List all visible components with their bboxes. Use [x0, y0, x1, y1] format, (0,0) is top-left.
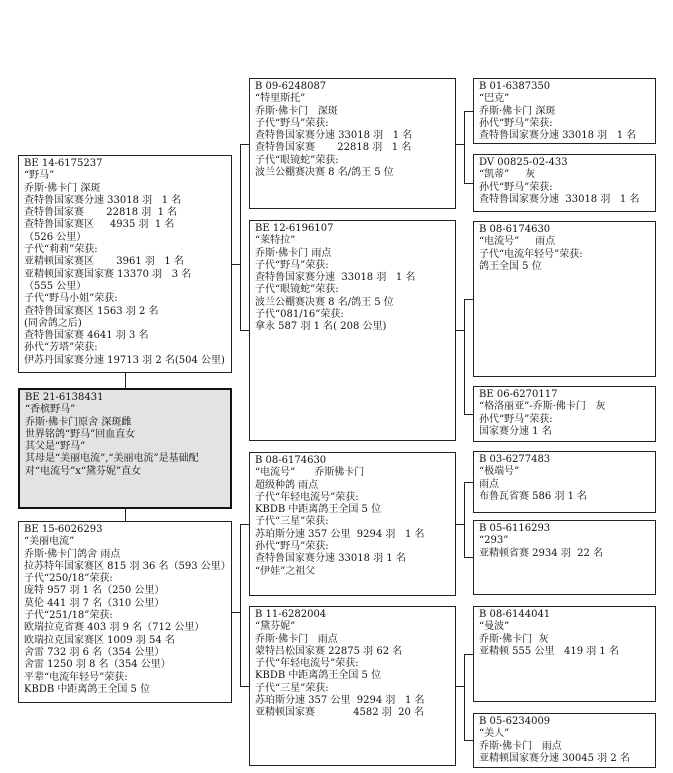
pedigree-dam — [18, 521, 232, 703]
pedigree-text-line: 乔斯·佛卡门原舍 深斑雌 — [25, 416, 132, 428]
pedigree-text-line: 查特鲁国家赛分速 33018 羽 1 名 — [255, 272, 416, 284]
pedigree-text-line: 蒙特吕松国家赛 22875 羽 62 名 — [255, 645, 403, 657]
pedigree-text-line: 亚精顿国家赛分速 30045 羽 2 名 — [479, 752, 630, 764]
pedigree-text-line: 其父是“野马” — [25, 441, 86, 453]
pedigree-text-line: 子代“三星”荣获: — [255, 516, 329, 528]
pigeon-name: “黛芬妮” — [255, 621, 296, 633]
pedigree-text-line: 孙代“芳塔”荣获: — [24, 342, 98, 354]
pedigree-text-line: 子代“年轻电流号”荣获: — [255, 491, 359, 503]
pedigree-text-line: 子代“年轻电流号”荣获: — [255, 658, 359, 670]
pedigree-text-line: 子代“251/18”荣获: — [24, 610, 113, 622]
connector-dd-stub — [456, 686, 464, 687]
pedigree-dam-dam-dam — [473, 713, 656, 768]
pedigree-text-line: 子代“250/18”荣获: — [24, 573, 113, 585]
ring-number: B 11-6282004 — [255, 609, 327, 620]
pigeon-name: “电流号” 雨点 — [479, 236, 556, 248]
pedigree-text-line: 庞特 957 羽 1 名（250 公里） — [24, 585, 165, 597]
pedigree-text-line: 乔斯·佛卡门 雨点 — [479, 740, 562, 752]
pedigree-sire-sire-sire — [473, 78, 656, 144]
connector-sd-stub — [456, 330, 464, 331]
pedigree-text-line: 世界铭鸽“野马”回血直女 — [25, 428, 136, 440]
pedigree-dam-sire-dam — [473, 520, 656, 595]
ring-number: BE 21-6138431 — [25, 392, 104, 403]
ring-number: B 08-6174630 — [479, 224, 551, 235]
pigeon-name: “香槟野马” — [25, 404, 76, 416]
ring-number: BE 14-6175237 — [24, 158, 103, 169]
pedigree-text-line: 亚精顿国家赛 4582 羽 20 名 — [255, 707, 425, 719]
ring-number: BE 15-6026293 — [24, 524, 103, 535]
pedigree-text-line: KBDB 中距离鸽王全国 5 位 — [255, 504, 382, 516]
pedigree-text-line: 亚精顿 555 公里 419 羽 1 名 — [479, 645, 619, 657]
connector-dd-to-dds — [464, 654, 473, 655]
pedigree-text-line: 国家赛分速 1 名 — [479, 425, 552, 437]
pigeon-name: “美丽电流” — [24, 536, 75, 548]
pedigree-sire-sire — [249, 78, 456, 209]
pedigree-text-line: 乔斯·佛卡门 深斑 — [479, 105, 556, 117]
pedigree-sire-dam-dam — [473, 386, 656, 442]
pedigree-text-line: 子代“眼镜蛇”荣获: — [255, 284, 339, 296]
pedigree-text-line: 查特鲁国家赛分速 33018 羽 1 名 — [255, 553, 406, 565]
pigeon-name: “电流号” 乔斯佛卡门 — [255, 467, 365, 479]
pedigree-text-line: 子代“野马”荣获: — [255, 259, 329, 271]
connector-ds-to-dss — [464, 482, 473, 483]
pedigree-text-line: 乔斯·佛卡门 雨点 — [255, 247, 332, 259]
pedigree-dam-sire-sire — [473, 451, 656, 513]
pedigree-text-line: 苏珀斯分速 357 公里 9294 羽 1 名 — [255, 528, 425, 540]
pedigree-text-line: 其母是“美丽电流”,“美丽电流”是基础配 — [25, 453, 199, 465]
pigeon-name: “凯蒂” 灰 — [479, 169, 536, 181]
connector-sd-to-sdd — [464, 414, 473, 415]
connector-ss-to-ssd — [464, 183, 473, 184]
pedigree-subject — [18, 388, 232, 509]
pedigree-text-line: 平辈“电流年轻号”荣获: — [24, 671, 128, 683]
pedigree-text-line: 查特鲁国家赛分速 33018 羽 1 名 — [479, 130, 637, 142]
ring-number: BE 06-6270117 — [479, 389, 558, 400]
pedigree-text-line: 舍雷 1250 羽 8 名（354 公里） — [24, 659, 171, 671]
ring-number: B 01-6387350 — [479, 81, 551, 92]
pedigree-text-line: 子代“莉莉”荣获: — [24, 244, 98, 256]
pigeon-name: “特里斯托” — [255, 93, 306, 105]
pigeon-name: “极端号” — [479, 466, 520, 478]
connector-subject-sire — [125, 373, 126, 388]
pigeon-name: “曼波” — [479, 621, 510, 633]
pedigree-text-line: 查特鲁国家赛 22818 羽 1 名 — [24, 207, 178, 219]
pedigree-text-line: 对“电流号”x“黛芬妮”直女 — [25, 465, 142, 477]
pedigree-text-line: 乔斯·佛卡门 深斑 — [24, 182, 101, 194]
pedigree-text-line: 鸽王全国 5 位 — [479, 260, 542, 272]
pedigree-text-line: （526 公里） — [24, 231, 87, 243]
pedigree-text-line: 雨点 — [479, 478, 499, 490]
connector-dd-branch — [464, 654, 465, 740]
connector-ds-to-dsd — [464, 557, 473, 558]
ring-number: B 09-6248087 — [255, 81, 327, 92]
connector-sire-stub — [232, 264, 240, 265]
ring-number: DV 00825-02-433 — [479, 157, 568, 168]
pigeon-name: “293” — [479, 535, 509, 547]
pedigree-text-line: 乔斯·佛卡门 雨点 — [255, 633, 338, 645]
pedigree-text-line: 孙代“野马”荣获: — [479, 117, 553, 129]
pedigree-text-line: “伊娃”之祖父 — [255, 565, 316, 577]
ring-number: B 05-6116293 — [479, 523, 551, 534]
pigeon-name: “格洛丽亚”-乔斯·佛卡门 灰 — [479, 401, 606, 413]
ring-number: BE 12-6196107 — [255, 223, 334, 234]
connector-dam-branch — [240, 524, 241, 686]
pedigree-text-line: 查特鲁国家赛 22818 羽 1 名 — [255, 142, 412, 154]
connector-ds-stub — [456, 524, 464, 525]
pigeon-name: “巴克” — [479, 93, 510, 105]
connector-subject-dam — [125, 509, 126, 521]
pigeon-name: “莱特拉” — [255, 235, 296, 247]
pedigree-text-line: 乔斯·佛卡门 深斑 — [255, 105, 338, 117]
connector-sd-branch — [464, 299, 465, 414]
pedigree-text-line: 子代“电流年轻号”荣获: — [479, 248, 583, 260]
pedigree-text-line: 子代“野马”荣获: — [255, 117, 329, 129]
pedigree-text-line: 孙代“野马”荣获: — [255, 541, 329, 553]
ring-number: B 08-6144041 — [479, 609, 551, 620]
pedigree-text-line: 乔斯·佛卡门鸽舍 雨点 — [24, 548, 121, 560]
ring-number: B 05-6234009 — [479, 716, 551, 727]
pedigree-text-line: 查特鲁国家赛分速 33018 羽 1 名 — [479, 193, 640, 205]
pedigree-text-line: 查特鲁国家赛区 1563 羽 2 名 — [24, 305, 159, 317]
pedigree-text-line: 舍雷 732 羽 6 名（354 公里） — [24, 646, 165, 658]
ring-number: B 03-6277483 — [479, 454, 551, 465]
pedigree-text-line: 查特鲁国家赛分速 33018 羽 1 名 — [255, 130, 413, 142]
connector-sire-to-ss — [240, 144, 249, 145]
pedigree-text-line: 子代“眼镜蛇”荣获: — [255, 154, 339, 166]
pedigree-text-line: 子代“081/16”荣获: — [255, 309, 344, 321]
pedigree-text-line: 超级种鸽 雨点 — [255, 479, 319, 491]
pedigree-text-line: 查特鲁国家赛 4641 羽 3 名 — [24, 330, 149, 342]
connector-sire-branch — [240, 144, 241, 330]
pedigree-text-line: 波兰公棚赛决赛 8 名/鸽王 5 位 — [255, 296, 394, 308]
pedigree-text-line: 亚精顿国家赛区 3961 羽 1 名 — [24, 256, 184, 268]
pedigree-dam-sire — [249, 452, 456, 596]
pedigree-text-line: 子代“三星”荣获: — [255, 682, 329, 694]
pedigree-dam-dam — [249, 606, 456, 766]
pigeon-name: “野马” — [24, 170, 55, 182]
pedigree-text-line: KBDB 中距离鸽王全国 5 位 — [255, 670, 382, 682]
pedigree-sire — [18, 155, 232, 373]
connector-ds-branch — [464, 482, 465, 557]
pedigree-sire-dam-sire — [473, 221, 656, 377]
pedigree-text-line: 布鲁瓦省赛 586 羽 1 名 — [479, 490, 588, 502]
pedigree-text-line: (同舍鸽之后) — [24, 317, 82, 329]
pedigree-sire-dam — [249, 220, 456, 441]
pedigree-text-line: 欧瑞拉克国家赛区 1009 羽 54 名 — [24, 634, 175, 646]
pedigree-text-line: （555 公里） — [24, 280, 87, 292]
pigeon-name: “美人” — [479, 728, 510, 740]
pedigree-text-line: 拿永 587 羽 1 名( 208 公里) — [255, 321, 387, 333]
pedigree-text-line: 乔斯·佛卡门 灰 — [479, 633, 549, 645]
pedigree-text-line: 子代“野马小姐”荣获: — [24, 293, 118, 305]
pedigree-text-line: 拉苏特年国家赛区 815 羽 36 名（593 公里） — [24, 560, 231, 572]
pedigree-text-line: 亚精顿国家赛国家赛 13370 羽 3 名 — [24, 268, 192, 280]
pedigree-sire-sire-dam — [473, 154, 656, 212]
connector-ss-stub — [456, 144, 464, 145]
pedigree-text-line: 孙代“野马”荣获: — [479, 413, 553, 425]
pedigree-text-line: 亚精顿省赛 2934 羽 22 名 — [479, 547, 604, 559]
connector-ss-branch — [464, 111, 465, 183]
connector-dam-stub — [232, 612, 240, 613]
connector-dd-to-ddd — [464, 740, 473, 741]
pedigree-text-line: 伊苏丹国家赛分速 19713 羽 2 名(504 公里) — [24, 354, 225, 366]
pedigree-text-line: 欧瑞拉克省赛 403 羽 9 名（712 公里） — [24, 622, 205, 634]
pedigree-text-line: 苏珀斯分速 357 公里 9294 羽 1 名 — [255, 695, 425, 707]
connector-sd-to-sds — [464, 299, 473, 300]
connector-dam-to-dd — [240, 686, 249, 687]
pedigree-text-line: KBDB 中距离鸽王全国 5 位 — [24, 683, 151, 695]
pedigree-text-line: 波兰公棚赛决赛 8 名/鸽王 5 位 — [255, 167, 394, 179]
ring-number: B 08-6174630 — [255, 455, 327, 466]
connector-sire-to-sd — [240, 330, 249, 331]
pedigree-text-line: 莫伦 441 羽 7 名（310 公里） — [24, 597, 165, 609]
pedigree-dam-dam-sire — [473, 606, 656, 702]
connector-dam-to-ds — [240, 524, 249, 525]
connector-ss-to-sss — [464, 111, 473, 112]
pedigree-text-line: 孙代“野马”荣获: — [479, 181, 553, 193]
pedigree-text-line: 查特鲁国家赛区 4935 羽 1 名 — [24, 219, 175, 231]
pedigree-text-line: 查特鲁国家赛分速 33018 羽 1 名 — [24, 194, 182, 206]
